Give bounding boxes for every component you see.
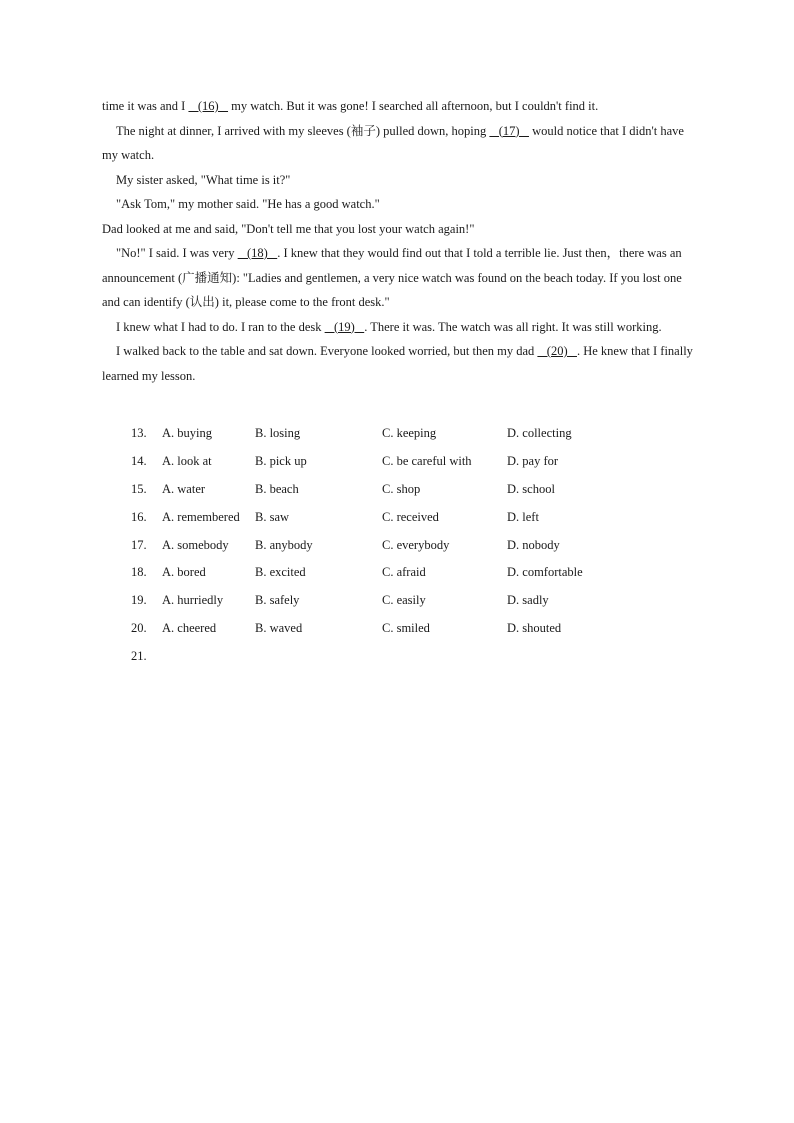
text-segment: would notice that I didn't have my watch. — [102, 123, 684, 162]
option-c: C. afraid — [382, 565, 426, 580]
option-a: A. somebody — [162, 537, 229, 552]
blank-19: (19) — [324, 319, 365, 334]
paragraph-4: "Ask Tom," my mother said. "He has a good watch." — [116, 197, 380, 211]
question-number: 21. — [131, 648, 147, 663]
question-number: 18. — [131, 565, 147, 580]
question-row — [131, 420, 627, 448]
reading-passage — [102, 94, 702, 388]
option-c: C. smiled — [382, 620, 430, 635]
answer-options — [131, 420, 627, 670]
option-b: B. saw — [255, 509, 290, 524]
option-d: D. shouted — [507, 620, 562, 635]
option-c: C. shop — [382, 481, 421, 496]
option-c: C. be careful with — [382, 454, 472, 469]
text-segment: . I knew that they would find out that I told a terrible lie. Just then，there was an announcement (广播通知): "Ladies and gentlemen, a very nice watch was found on the beach today. If you lost one and can identify (认出) it, please come to the front desk." — [102, 246, 682, 309]
paragraph-5: Dad looked at me and said, "Don't tell me that you lost your watch again!" — [102, 221, 475, 236]
option-d: D. collecting — [507, 426, 572, 441]
text-segment: I knew what I had to do. I ran to the desk — [116, 319, 325, 334]
blank-18: (18) — [237, 246, 278, 260]
option-a: A. look at — [162, 454, 212, 469]
question-number: 20. — [131, 620, 147, 635]
paragraph-3: My sister asked, "What time is it?" — [116, 172, 291, 187]
paragraph-1 — [102, 94, 702, 119]
option-b: B. beach — [255, 481, 299, 496]
option-c: C. keeping — [382, 426, 437, 441]
text-segment: "No!" I said. I was very — [116, 246, 238, 260]
question-number: 16. — [131, 509, 147, 524]
option-c: C. received — [382, 509, 439, 524]
option-a: A. bored — [162, 565, 206, 580]
blank-20: (20) — [537, 344, 577, 358]
option-b: B. anybody — [255, 537, 313, 552]
question-row — [131, 503, 627, 531]
blank-16: (16) — [188, 99, 229, 113]
option-d: D. nobody — [507, 537, 560, 552]
question-row — [131, 642, 627, 670]
question-row — [131, 587, 627, 615]
paragraph-8 — [102, 339, 702, 388]
question-row — [131, 531, 627, 559]
option-c: C. easily — [382, 593, 426, 608]
option-b: B. safely — [255, 593, 300, 608]
option-a: A. remembered — [162, 509, 240, 524]
question-row — [131, 559, 627, 587]
option-d: D. left — [507, 509, 539, 524]
question-number: 17. — [131, 537, 147, 552]
option-b: B. waved — [255, 620, 303, 635]
question-row — [131, 615, 627, 643]
option-a: A. hurriedly — [162, 593, 224, 608]
option-d: D. comfortable — [507, 565, 583, 580]
text-segment: time it was and I — [102, 99, 189, 113]
option-d: D. sadly — [507, 593, 549, 608]
text-segment: . He knew that I finally learned my lesson. — [102, 344, 693, 383]
paragraph-7 — [102, 315, 702, 340]
option-b: B. excited — [255, 565, 306, 580]
text-segment: The night at dinner, I arrived with my sleeves (袖子) pulled down, hoping — [116, 123, 490, 138]
option-a: A. cheered — [162, 620, 217, 635]
text-segment: my watch. But it was gone! I searched all afternoon, but I couldn't find it. — [228, 99, 599, 113]
question-row — [131, 448, 627, 476]
question-number: 19. — [131, 593, 147, 608]
text-segment: I walked back to the table and sat down. Everyone looked worried, but then my dad — [116, 344, 538, 358]
option-a: A. buying — [162, 426, 212, 441]
option-b: B. pick up — [255, 454, 307, 469]
blank-17: (17) — [489, 123, 529, 138]
option-a: A. water — [162, 481, 206, 496]
text-segment: . There it was. The watch was all right. It was still working. — [364, 319, 662, 334]
option-d: D. pay for — [507, 454, 559, 469]
paragraph-6 — [102, 241, 702, 315]
question-number: 15. — [131, 481, 147, 496]
question-row — [131, 476, 627, 504]
paragraph-2 — [102, 119, 702, 168]
option-b: B. losing — [255, 426, 301, 441]
option-c: C. everybody — [382, 537, 450, 552]
question-number: 14. — [131, 454, 147, 469]
question-number: 13. — [131, 426, 147, 441]
option-d: D. school — [507, 481, 555, 496]
